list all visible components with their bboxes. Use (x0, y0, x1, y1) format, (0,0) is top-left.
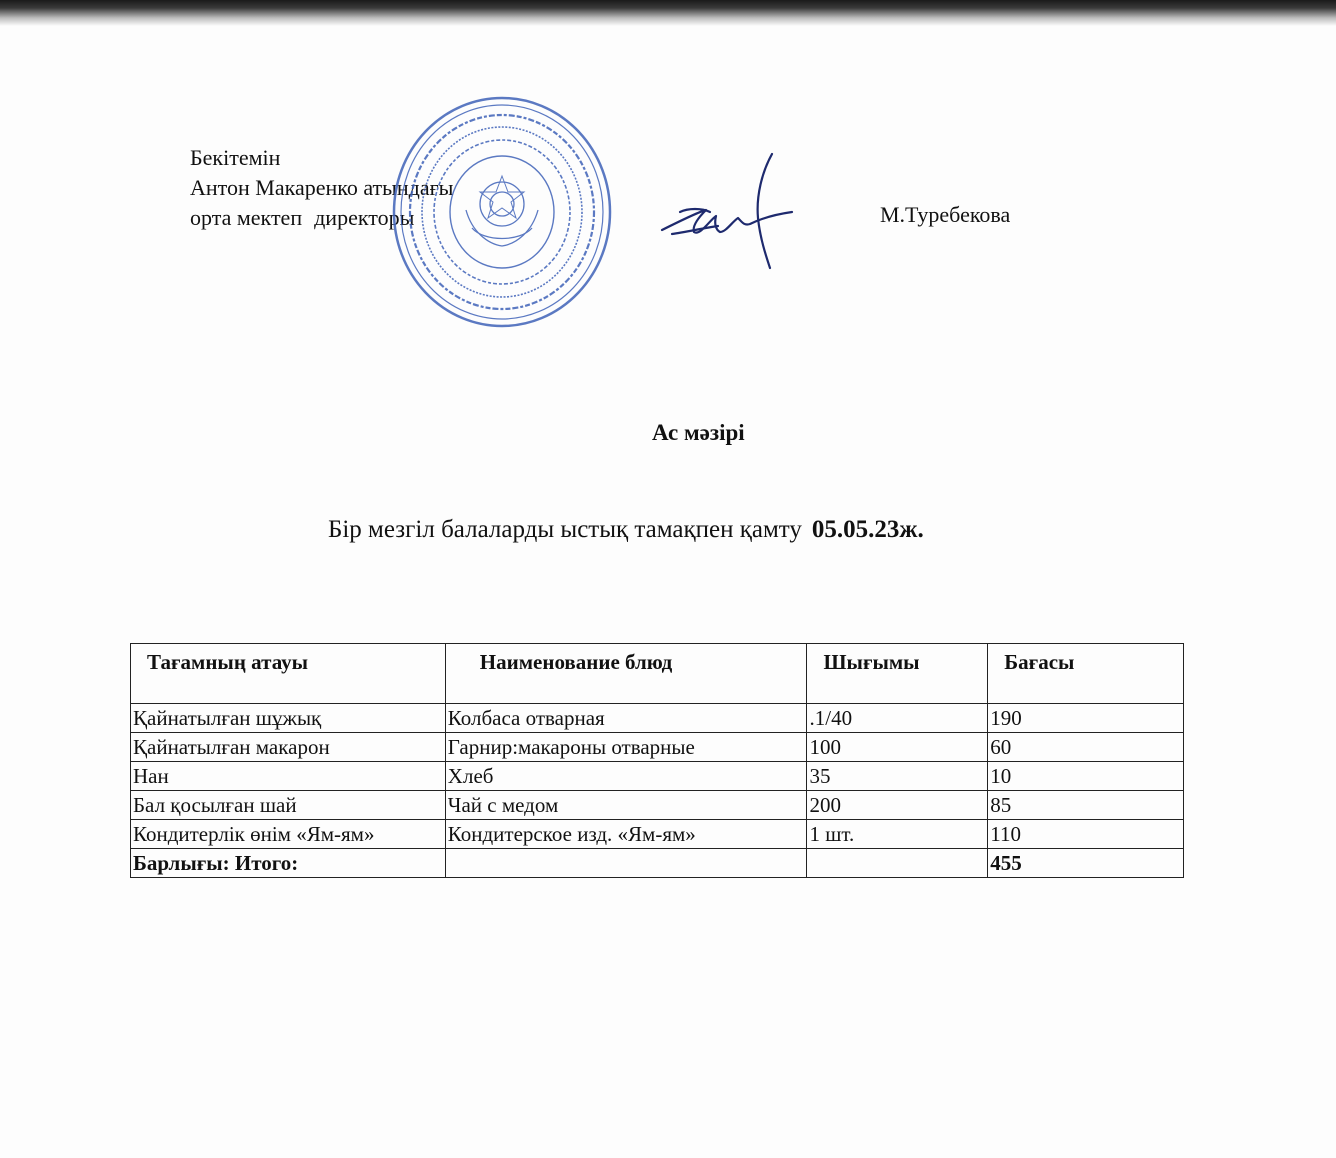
menu-table (130, 643, 1184, 878)
total-empty-cell (807, 849, 988, 878)
stamp-outer-ring-inner (401, 105, 603, 319)
approval-line-1: Бекітемін (190, 145, 281, 170)
cell-dish-ru: Кондитерское изд. «Ям-ям» (445, 820, 807, 849)
total-label: Барлығы: Итого: (131, 849, 446, 878)
cell-dish-kz: Нан (131, 762, 446, 791)
total-empty-cell (445, 849, 807, 878)
cell-price: 110 (988, 820, 1184, 849)
cell-price: 190 (988, 704, 1184, 733)
cell-dish-ru: Гарнир:макароны отварные (445, 733, 807, 762)
approval-line-3b: директоры (314, 205, 415, 230)
total-value: 455 (988, 849, 1184, 878)
approval-line-3a: орта мектеп (190, 205, 303, 230)
cell-yield: 35 (807, 762, 988, 791)
cell-dish-ru: Хлеб (445, 762, 807, 791)
cell-price: 10 (988, 762, 1184, 791)
subtitle-text: Бір мезгіл балаларды ыстық тамақпен қамту (328, 516, 802, 543)
stamp-outer-ring (394, 98, 610, 326)
document-subtitle (328, 516, 924, 544)
school-seal-stamp (388, 92, 616, 332)
header-yield: Шығымы (807, 644, 988, 704)
cell-yield: 1 шт. (807, 820, 988, 849)
director-name: М.Туребекова (880, 202, 1011, 227)
cell-dish-kz: Қайнатылған шұжық (131, 704, 446, 733)
stamp-middle-ring (422, 127, 582, 297)
header-dish-name-kz: Тағамның атауы (131, 644, 446, 704)
total-row (131, 849, 1184, 878)
stamp-lettering (410, 115, 594, 309)
cell-dish-ru: Колбаса отварная (445, 704, 807, 733)
cell-price: 60 (988, 733, 1184, 762)
cell-yield: .1/40 (807, 704, 988, 733)
menu-table-header-row (131, 644, 1184, 704)
cell-dish-kz: Қайнатылған макарон (131, 733, 446, 762)
scan-edge-shadow (0, 0, 1336, 26)
subtitle-date: 05.05.23ж. (811, 516, 924, 543)
header-dish-name-ru: Наименование блюд (445, 644, 807, 704)
approval-line-2: Антон Макаренко атындағы (190, 175, 454, 200)
table-row (131, 762, 1184, 791)
cell-dish-kz: Кондитерлік өнім «Ям-ям» (131, 820, 446, 849)
cell-dish-kz: Бал қосылған шай (131, 791, 446, 820)
header-price: Бағасы (988, 644, 1184, 704)
cell-yield: 200 (807, 791, 988, 820)
document-title: Ас мәзірі (652, 420, 745, 445)
cell-yield: 100 (807, 733, 988, 762)
table-row (131, 704, 1184, 733)
table-row (131, 733, 1184, 762)
cell-price: 85 (988, 791, 1184, 820)
stamp-inner-ring (450, 156, 554, 268)
cell-dish-ru: Чай с медом (445, 791, 807, 820)
stamp-emblem (466, 176, 538, 246)
director-signature (658, 152, 798, 270)
table-row (131, 820, 1184, 849)
table-row (131, 791, 1184, 820)
